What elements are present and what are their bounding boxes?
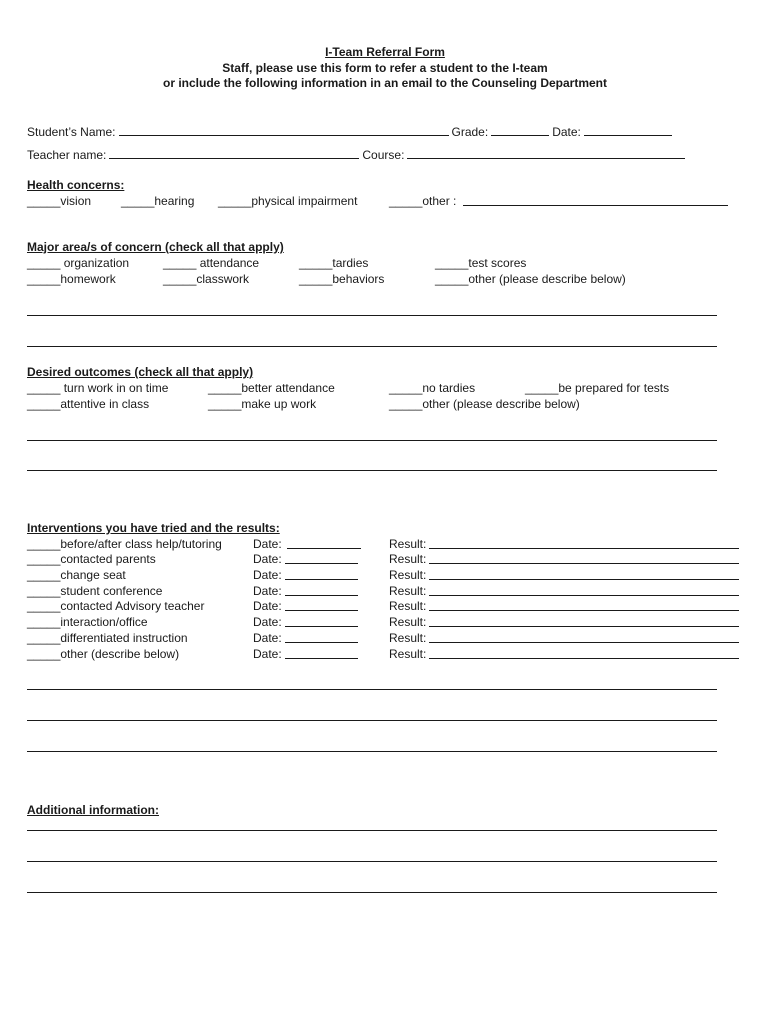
student-info-row <box>27 124 675 139</box>
additional-heading: Additional information: <box>27 803 159 817</box>
grade-field[interactable] <box>491 124 549 136</box>
grade-label: Grade: <box>451 125 489 139</box>
concern-option-behaviors[interactable]: _____behaviors <box>299 272 385 286</box>
intervention-date-label: Date: <box>253 568 282 582</box>
outcomes-description-line-2[interactable] <box>27 470 717 471</box>
intervention-date-label: Date: <box>253 552 282 566</box>
outcomes-heading: Desired outcomes (check all that apply) <box>27 365 254 379</box>
outcome-option-turn-in-work[interactable]: _____ turn work in on time <box>27 381 169 395</box>
intervention-option-student-conference[interactable]: _____student conference <box>27 584 163 598</box>
teacher-name-field[interactable] <box>109 147 359 159</box>
outcome-option-other[interactable]: _____other (please describe below) <box>389 397 580 411</box>
interventions-description-line-3[interactable] <box>27 751 717 752</box>
concern-option-organization[interactable]: _____ organization <box>27 256 130 270</box>
intervention-result-label: Result: <box>389 615 427 629</box>
intervention-date-field[interactable] <box>285 610 358 611</box>
course-field[interactable] <box>407 147 685 159</box>
date-field[interactable] <box>584 124 672 136</box>
intervention-option-differentiated[interactable]: _____differentiated instruction <box>27 631 188 645</box>
concern-heading: Major area/s of concern (check all that apply) <box>27 240 284 254</box>
concern-description-line-2[interactable] <box>27 346 717 347</box>
outcome-option-attentive[interactable]: _____attentive in class <box>27 397 150 411</box>
concern-option-classwork[interactable]: _____classwork <box>163 272 250 286</box>
intervention-result-label: Result: <box>389 631 427 645</box>
intervention-date-label: Date: <box>253 631 282 645</box>
additional-line-1[interactable] <box>27 830 717 831</box>
intervention-date-label: Date: <box>253 615 282 629</box>
interventions-description-line-1[interactable] <box>27 689 717 690</box>
intervention-option-interaction-office[interactable]: _____interaction/office <box>27 615 148 629</box>
concern-option-other[interactable]: _____other (please describe below) <box>435 272 626 286</box>
additional-line-3[interactable] <box>27 892 717 893</box>
interventions-heading: Interventions you have tried and the results: <box>27 521 280 535</box>
outcome-option-better-attendance[interactable]: _____better attendance <box>208 381 335 395</box>
intervention-date-field[interactable] <box>285 563 358 564</box>
intervention-result-field[interactable] <box>429 579 739 580</box>
intervention-date-field[interactable] <box>285 595 358 596</box>
intervention-result-field[interactable] <box>429 642 739 643</box>
student-name-label: Student’s Name: <box>27 125 116 139</box>
intervention-result-field[interactable] <box>429 610 739 611</box>
health-option-vision[interactable]: _____vision <box>27 194 92 208</box>
intervention-result-label: Result: <box>389 647 427 661</box>
intervention-result-field[interactable] <box>429 548 739 549</box>
concern-option-attendance[interactable]: _____ attendance <box>163 256 260 270</box>
health-option-physical[interactable]: _____physical impairment <box>218 194 358 208</box>
intervention-date-field[interactable] <box>285 642 358 643</box>
interventions-description-line-2[interactable] <box>27 720 717 721</box>
intervention-result-field[interactable] <box>429 563 739 564</box>
teacher-info-row <box>27 147 688 162</box>
intervention-result-label: Result: <box>389 568 427 582</box>
intervention-date-label: Date: <box>253 584 282 598</box>
intervention-result-label: Result: <box>389 537 427 551</box>
outcomes-description-line-1[interactable] <box>27 440 717 441</box>
health-option-other[interactable]: _____other : <box>389 194 457 208</box>
intervention-result-field[interactable] <box>429 658 739 659</box>
form-subtitle-2: or include the following information in an email to the Counseling Department <box>162 76 608 90</box>
health-option-hearing[interactable]: _____hearing <box>121 194 195 208</box>
intervention-option-advisory-teacher[interactable]: _____contacted Advisory teacher <box>27 599 205 613</box>
intervention-result-label: Result: <box>389 552 427 566</box>
health-heading: Health concerns: <box>27 178 125 192</box>
intervention-date-field[interactable] <box>285 658 358 659</box>
health-other-field[interactable] <box>463 205 728 206</box>
outcome-option-prepared-for-tests[interactable]: _____be prepared for tests <box>525 381 670 395</box>
intervention-result-label: Result: <box>389 599 427 613</box>
intervention-result-label: Result: <box>389 584 427 598</box>
concern-description-line-1[interactable] <box>27 315 717 316</box>
course-label: Course: <box>362 148 405 162</box>
intervention-date-field[interactable] <box>287 548 361 549</box>
intervention-date-field[interactable] <box>285 626 358 627</box>
intervention-result-field[interactable] <box>429 626 739 627</box>
additional-line-2[interactable] <box>27 861 717 862</box>
form-subtitle-1: Staff, please use this form to refer a student to the I-team <box>222 61 548 75</box>
outcome-option-no-tardies[interactable]: _____no tardies <box>389 381 476 395</box>
intervention-option-contacted-parents[interactable]: _____contacted parents <box>27 552 156 566</box>
concern-option-tardies[interactable]: _____tardies <box>299 256 369 270</box>
student-name-field[interactable] <box>119 124 449 136</box>
date-label: Date: <box>552 125 581 139</box>
intervention-option-tutoring[interactable]: _____before/after class help/tutoring <box>27 537 222 551</box>
intervention-option-change-seat[interactable]: _____change seat <box>27 568 126 582</box>
intervention-option-other[interactable]: _____other (describe below) <box>27 647 180 661</box>
intervention-date-label: Date: <box>253 599 282 613</box>
form-title: I-Team Referral Form <box>325 45 445 59</box>
intervention-date-label: Date: <box>253 647 282 661</box>
intervention-date-field[interactable] <box>285 579 358 580</box>
intervention-date-label: Date: <box>253 537 282 551</box>
concern-option-test-scores[interactable]: _____test scores <box>435 256 527 270</box>
outcome-option-make-up-work[interactable]: _____make up work <box>208 397 317 411</box>
concern-option-homework[interactable]: _____homework <box>27 272 116 286</box>
intervention-result-field[interactable] <box>429 595 739 596</box>
teacher-name-label: Teacher name: <box>27 148 107 162</box>
